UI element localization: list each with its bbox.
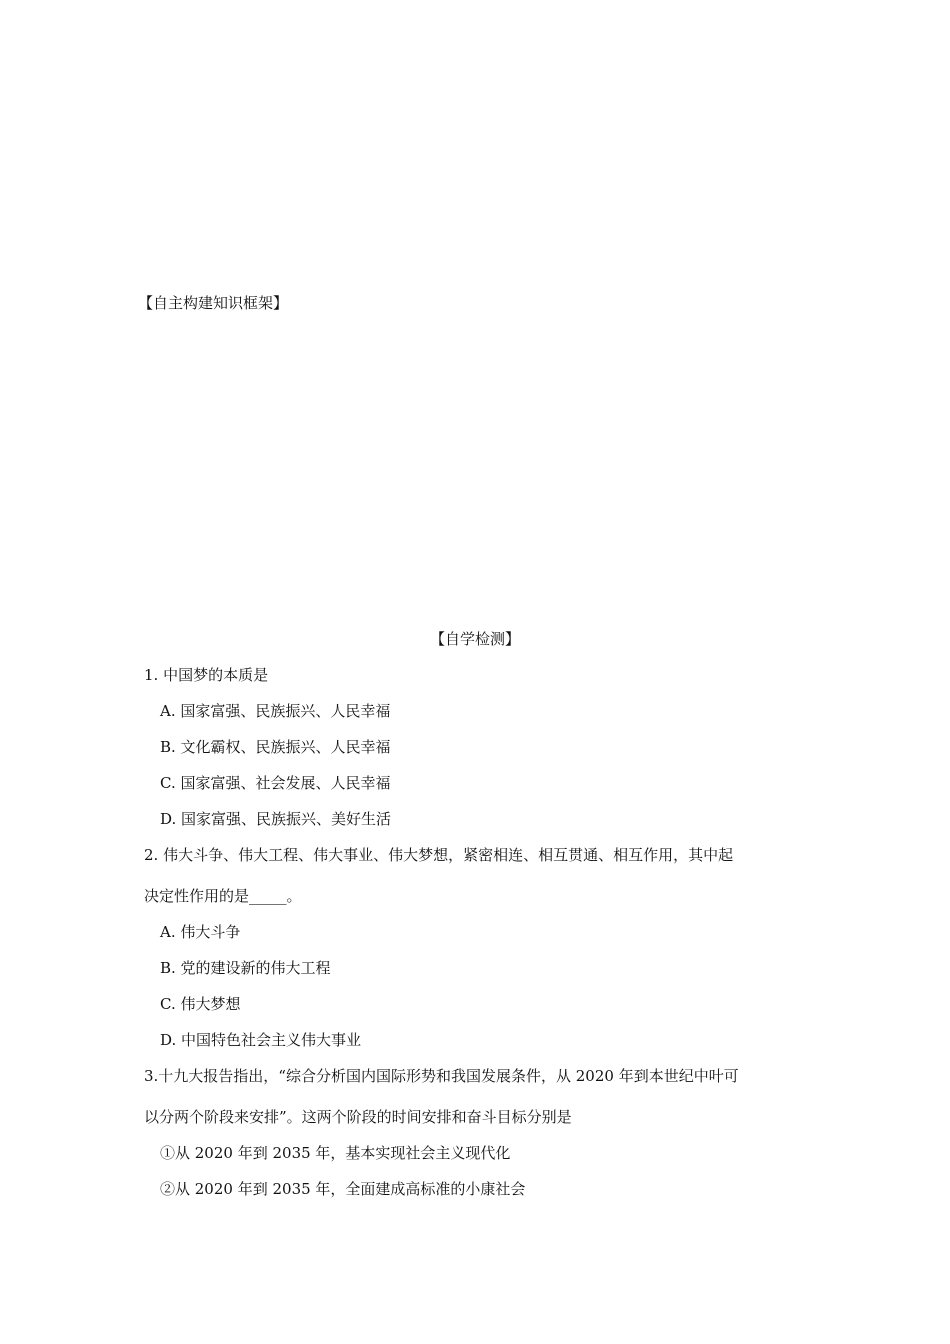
question-3-item-1: ①从 2020 年到 2035 年，基本实现社会主义现代化 [160, 1144, 511, 1162]
question-3-stem-line-1: 3.十九大报告指出，“综合分析国内国际形势和我国发展条件，从 2020 年到本世纪中叶可 [144, 1067, 739, 1085]
question-2-option-b: B. 党的建设新的伟大工程 [160, 959, 331, 977]
question-2-option-a: A. 伟大斗争 [160, 923, 241, 941]
question-3-stem-line-2: 以分两个阶段来安排”。这两个阶段的时间安排和奋斗目标分别是 [144, 1108, 572, 1126]
question-2-stem-line-1: 2. 伟大斗争、伟大工程、伟大事业、伟大梦想，紧密相连、相互贯通、相互作用，其中起 [144, 846, 734, 864]
question-1-stem: 1. 中国梦的本质是 [144, 666, 269, 684]
self-test-heading: 【自学检测】 [429, 630, 520, 648]
framework-heading: 【自主构建知识框架】 [138, 294, 289, 312]
question-2-stem-line-2: 决定性作用的是_____。 [144, 887, 302, 905]
question-2-option-d: D. 中国特色社会主义伟大事业 [160, 1031, 362, 1049]
question-3-item-2: ②从 2020 年到 2035 年，全面建成高标准的小康社会 [160, 1180, 526, 1198]
question-2-option-c: C. 伟大梦想 [160, 995, 241, 1013]
question-1-option-c: C. 国家富强、社会发展、人民幸福 [160, 774, 391, 792]
question-1-option-b: B. 文化霸权、民族振兴、人民幸福 [160, 738, 391, 756]
question-1-option-a: A. 国家富强、民族振兴、人民幸福 [160, 702, 391, 720]
question-1-option-d: D. 国家富强、民族振兴、美好生活 [160, 810, 392, 828]
